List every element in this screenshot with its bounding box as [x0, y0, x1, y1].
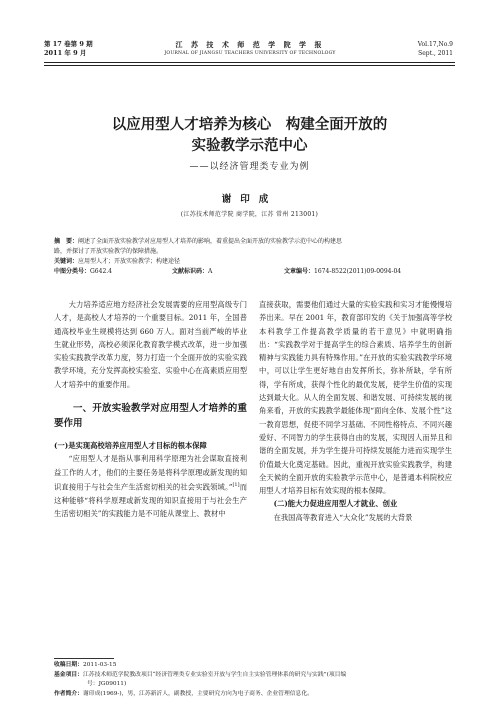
right-column	[259, 298, 452, 524]
journal-name-cn: 江 苏 技 术 师 范 学 院 学 报	[175, 40, 325, 49]
abstract-line1	[54, 237, 449, 247]
vol-no-line: Vol.17,No.9	[417, 41, 453, 48]
journal-name-en: JOURNAL OF JIANGSU TEACHERS UNIVERSITY OF TECHNOLOGY	[164, 51, 336, 56]
header-rule-top	[44, 62, 455, 63]
abstract-block	[54, 237, 449, 277]
abstract-text-1: 阐述了全面开放实验教学对应用型人才培养的影响，着重提出全面开放的实验教学示范中心的构建思	[78, 238, 343, 245]
fund-label: 基金项目：	[54, 671, 83, 678]
continued-paragraph: 直接获取，需要他们通过大量的实验实践和实习才能慢慢培养出来。早在 2001 年，教育部印发的《关于加强高等学校本科教学工作提高教学质量的若干意见》中就明确指出：“实践教学对于提高学生的综合素质、培养学生的创新精神与实践能力具有特殊作用。”在开放的实验实践教学环境中，可以让学生更好地自由发挥所长，弥补所缺，学有所得，学有所成，获得个性化的最优发展，使学生价值的实现达到最大化。从人的全面发展、和谐发展、可持续发展的视角来看，开放的实践教学最能体现“面向全体、发展个性”这一教育思想，促使不同学习基础、不同性格特点、不同兴趣爱好、不同智力的学生获得自由的发展，实现因人而异且和谐的全面发展，并为学生提升可持续发展能力进而实现学生价值最大化奠定基础。因此，重视开放实验实践教学，构建全天候的全面开放的实验教学示范中心，是普通本科院校应用型人才培养目标有效实现的根本保障。	[259, 300, 452, 496]
section1-paragraph	[54, 452, 247, 520]
article-title-line2: 实验教学示范中心	[191, 137, 308, 154]
journal-volume-issue	[44, 40, 93, 58]
date-line: 2011 年 9 月	[44, 49, 87, 57]
citation-ref: [1]	[232, 481, 240, 488]
received-line	[54, 661, 449, 671]
keywords-text: 应用型人才；开放实验教学；构建途径	[78, 258, 181, 265]
fund-text-2: 号：JG09011)	[87, 681, 127, 687]
doc-code-group	[172, 267, 284, 277]
author-bio-text: 谢印成(1969-)，男，江苏新沂人，副教授，主要研究方向为电子商务、企业管理信息化。	[83, 690, 313, 697]
footnote-rule	[54, 658, 114, 659]
author-affiliation: (江苏技术师范学院 商学院，江苏 常州 213001)	[180, 211, 319, 218]
journal-vol-en	[418, 40, 453, 58]
volume-line: 第 17 卷第 9 期	[44, 40, 93, 48]
classification-line	[54, 267, 449, 277]
sept-line: Sept., 2011	[418, 50, 453, 57]
intro-paragraph: 大力培养适应地方经济社会发展需要的应用型高级专门人才，是高校人才培养的一个重要目标。2011 年，全国普通高校毕业生规模将达到 660 万人。面对当前严峻的毕业生就业形势，高校必须深化教育教学模式改革，进一步加强实验实践教学改革力度，努力打造一个全面开放的实验实践教学环境，充分发挥高校实验室、实验中心在高素质应用型人才培养中的重要作用。	[54, 300, 247, 389]
received-value: 2011-03-15	[83, 662, 117, 668]
quote-tail: 而这种能够“将科学原理或新发现的知识直接用于与社会生产生活密切相关”的实践能力是不可能从课堂上、教材中	[54, 482, 247, 518]
author-name: 谢印成	[221, 194, 278, 205]
abstract-label: 摘 要：	[54, 238, 79, 245]
abstract-text-2: 路，并探讨了开放实验教学的保障措施。	[54, 248, 163, 255]
keywords-line	[54, 257, 449, 267]
doc-value: A	[208, 268, 213, 275]
keywords-label: 关键词：	[54, 258, 79, 265]
left-column	[54, 298, 247, 520]
article-no-value: 1674-8522(2011)09-0094-04	[314, 268, 402, 275]
clc-label: 中图分类号：	[54, 268, 91, 275]
article-no-group	[284, 267, 401, 277]
journal-name	[150, 40, 350, 58]
clc-value: G642.4	[90, 268, 112, 275]
section-heading-1: 一、开放实验教学对应用型人才培养的重要作用	[54, 403, 247, 430]
fund-line	[54, 671, 449, 681]
quote-text: “应用型人才是指从事利用科学原理为社会谋取直接利益工作的人才，他们的主要任务是将科学原理或新发现的知识直接用于与社会生产生活密切相关的社会实践领域。”	[54, 454, 247, 492]
subsection-heading-1: (一)是实现高校培养应用型人才目标的根本保障	[54, 441, 207, 451]
article-title-line1: 以应用型人才培养为核心 构建全面开放的	[111, 116, 388, 133]
employment-paragraph: 在我国高等教育进入“大众化”发展的大背景	[273, 512, 413, 522]
clc-group	[54, 267, 172, 277]
subsection-heading-2: (二)能大力促进应用型人才就业、创业	[273, 499, 398, 509]
author-bio-label: 作者简介：	[54, 690, 83, 697]
header-rule-bottom	[44, 65, 455, 66]
received-label: 收稿日期：	[54, 662, 83, 668]
article-subtitle: ——以经济管理类专业为例	[189, 162, 310, 172]
article-no-label: 文章编号：	[284, 268, 315, 275]
doc-label: 文献标识码：	[172, 268, 209, 275]
fund-text-1: 江苏技术师范学院教改项目“经济管理类专业实验室开放与学生自主实验管理体系的研究与实践”(项目编	[83, 671, 347, 678]
author-bio-line	[54, 690, 449, 700]
footnote-block	[54, 661, 449, 699]
